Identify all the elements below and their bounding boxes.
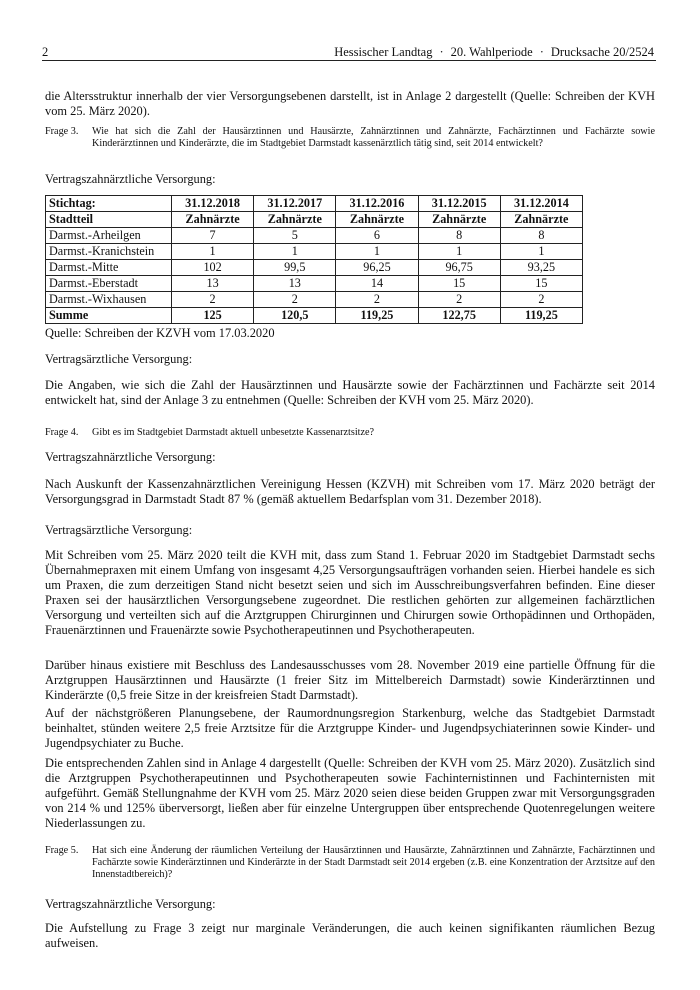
stichtag-header: Stichtag: — [46, 196, 172, 212]
table-cell: 102 — [172, 260, 254, 276]
q4-medical-paragraph-4: Die entsprechenden Zahlen sind in Anlage 4 dargestellt (Quelle: Schreiben der KVH vom 25. März 2020). Zusätzlich sind die Arztgruppen Psychotherapeutinnen und Psychotherapeuten sowie Fachinternistinnen und Fachinternisten mit aufgeführt. Gemäß Stellungnahme der KVH vom 25. März 2020 seien diese beiden Gruppen zwar mit Versorgungsgraden von 214 % und 125% überversorgt, ließen aber für einzelne Untergruppen über entsprechende Quotenregelungen weitere Niederlassungen zu. — [45, 756, 655, 830]
q4-medical-paragraph-2: Darüber hinaus existiere mit Beschluss des Landesausschusses vom 28. November 2019 eine partielle Öffnung für die Arztgruppen Hausärztinnen und Hausärzte (1 freier Sitz im Mittelbereich Darmstadt) sowie Kinderärztinnen und Kinderärzte (0,5 freie Sitze in der kreisfreien Stadt Darmstadt). — [45, 658, 655, 702]
table-row — [46, 228, 583, 244]
question-3 — [45, 126, 655, 150]
running-head — [334, 44, 654, 60]
unit-header: Zahnärzte — [418, 212, 500, 228]
table-cell: 1 — [500, 244, 582, 260]
header-separator: · — [439, 45, 444, 59]
table-cell: 8 — [500, 228, 582, 244]
header-rule — [42, 60, 656, 61]
table-cell: 93,25 — [500, 260, 582, 276]
district-name: Darmst.-Kranichstein — [46, 244, 172, 260]
q5-dental-care-label: Vertragszahnärztliche Versorgung: — [45, 897, 216, 911]
table-row — [46, 276, 583, 292]
q4-medical-label-block — [45, 523, 655, 538]
medical-paragraph-block — [45, 378, 655, 408]
dentist-table — [45, 195, 583, 324]
question-4-text: Gibt es im Stadtgebiet Darmstadt aktuell unbesetzte Kassenarztsitze? — [92, 427, 375, 438]
table-cell: 1 — [172, 244, 254, 260]
legislative-period: 20. Wahlperiode — [450, 45, 533, 59]
table-cell: 1 — [336, 244, 418, 260]
q4-medical-paragraph-3: Auf der nächstgrößeren Planungsebene, der Raumordnungsregion Starkenburg, welche das Stadtgebiet Darmstadt beinhaltet, stünden weitere 2,5 freie Arztsitze für die Arztgruppe Kinder- und Jugendpsychiaterinnen sowie Kinder- und Jugendpsychiater zu Buche. — [45, 706, 655, 750]
q4-dental-label-block — [45, 450, 655, 465]
table-cell: 13 — [254, 276, 336, 292]
intro-paragraph: die Altersstruktur innerhalb der vier Versorgungsebenen darstellt, ist in Anlage 2 dargestellt (Quelle: Schreiben der KVH vom 25. März 2020). — [45, 89, 655, 118]
intro-paragraph-block — [45, 89, 655, 119]
table-header-dates — [46, 196, 583, 212]
table-cell: 15 — [418, 276, 500, 292]
sum-cell: 122,75 — [418, 308, 500, 324]
date-header: 31.12.2016 — [336, 196, 418, 212]
sum-cell: 125 — [172, 308, 254, 324]
sum-cell: 119,25 — [336, 308, 418, 324]
question-5 — [45, 845, 655, 881]
sum-label: Summe — [46, 308, 172, 324]
dental-care-label: Vertragszahnärztliche Versorgung: — [45, 172, 216, 186]
dental-label-block — [45, 172, 655, 187]
table-cell: 2 — [172, 292, 254, 308]
parliament-name: Hessischer Landtag — [334, 45, 433, 59]
district-name: Darmst.-Mitte — [46, 260, 172, 276]
table-cell: 6 — [336, 228, 418, 244]
page-number: 2 — [42, 45, 49, 59]
table-row — [46, 260, 583, 276]
sum-cell: 120,5 — [254, 308, 336, 324]
district-name: Darmst.-Eberstadt — [46, 276, 172, 292]
table-source: Quelle: Schreiben der KZVH vom 17.03.2020 — [45, 326, 275, 340]
table-cell: 96,25 — [336, 260, 418, 276]
table-cell: 99,5 — [254, 260, 336, 276]
question-3-text: Wie hat sich die Zahl der Hausärztinnen und Hausärzte, Zahnärztinnen und Zahnärzte, Fachärztinnen und Fachärzte sowie Kinderärztinnen und Kinderärzte, die im Stadtgebiet Darmstadt kassenärztlich tätig sind, seit 2014 entwickelt? — [92, 126, 655, 149]
district-name: Darmst.-Wixhausen — [46, 292, 172, 308]
medical-label-block — [45, 352, 655, 367]
question-4-label: Frage 4. — [45, 427, 79, 438]
q4-dental-paragraph-block — [45, 477, 655, 507]
question-5-label: Frage 5. — [45, 845, 79, 856]
q4-medical-care-label: Vertragsärztliche Versorgung: — [45, 523, 193, 537]
q4-medical-paragraph-3-block — [45, 706, 655, 751]
question-3-label: Frage 3. — [45, 126, 79, 137]
running-header — [42, 44, 656, 60]
q4-medical-paragraph-2-block — [45, 658, 655, 703]
unit-header: Zahnärzte — [254, 212, 336, 228]
question-4 — [45, 427, 655, 439]
q4-dental-paragraph: Nach Auskunft der Kassenzahnärztlichen Vereinigung Hessen (KZVH) mit Schreiben vom 17. März 2020 beträgt der Versorgungsgrad in Darmstadt Stadt 87 % (gemäß aktuellem Bedarfsplan vom 31. Dezember 2018). — [45, 477, 655, 506]
document-number: Drucksache 20/2524 — [550, 45, 654, 59]
unit-header: Zahnärzte — [172, 212, 254, 228]
table-header-units — [46, 212, 583, 228]
table-cell: 2 — [336, 292, 418, 308]
table-cell: 7 — [172, 228, 254, 244]
table-cell: 2 — [418, 292, 500, 308]
q5-dental-paragraph: Die Aufstellung zu Frage 3 zeigt nur marginale Veränderungen, die auch keinen signifikanten räumlichen Bezug aufweisen. — [45, 921, 655, 950]
table-sum-row — [46, 308, 583, 324]
header-separator: · — [539, 45, 544, 59]
stadtteil-header: Stadtteil — [46, 212, 172, 228]
medical-paragraph: Die Angaben, wie sich die Zahl der Hausärztinnen und Hausärzte sowie der Fachärztinnen und Fachärzte seit 2014 entwickelt hat, sind der Anlage 3 zu entnehmen (Quelle: Schreiben der KVH vom 25. März 2020). — [45, 378, 655, 407]
q5-dental-label-block — [45, 897, 655, 912]
date-header: 31.12.2018 — [172, 196, 254, 212]
table-cell: 2 — [254, 292, 336, 308]
medical-care-label: Vertragsärztliche Versorgung: — [45, 352, 193, 366]
table-cell: 14 — [336, 276, 418, 292]
table-cell: 5 — [254, 228, 336, 244]
sum-cell: 119,25 — [500, 308, 582, 324]
q5-dental-paragraph-block — [45, 921, 655, 951]
table-cell: 15 — [500, 276, 582, 292]
table-cell: 1 — [418, 244, 500, 260]
table-cell: 13 — [172, 276, 254, 292]
table-cell: 96,75 — [418, 260, 500, 276]
table-cell: 8 — [418, 228, 500, 244]
question-5-text: Hat sich eine Änderung der räumlichen Verteilung der Hausärztinnen und Hausärzte, Zahnärztinnen und Zahnärzte, Fachärztinnen und Fachärzte sowie Kinderärztinnen und Kinderärzte in der Stadt Darmstadt seit 2014 ergeben (z.B. eine Konzentration der Arztsitze auf den Innenstadtbereich)? — [92, 845, 655, 880]
table-row — [46, 292, 583, 308]
table-cell: 2 — [500, 292, 582, 308]
q4-medical-paragraph-1-block — [45, 548, 655, 638]
table-source-block — [45, 326, 655, 341]
unit-header: Zahnärzte — [336, 212, 418, 228]
date-header: 31.12.2015 — [418, 196, 500, 212]
table-cell: 1 — [254, 244, 336, 260]
date-header: 31.12.2014 — [500, 196, 582, 212]
table-row — [46, 244, 583, 260]
q4-medical-paragraph-4-block — [45, 756, 655, 831]
q4-dental-care-label: Vertragszahnärztliche Versorgung: — [45, 450, 216, 464]
q4-medical-paragraph-1: Mit Schreiben vom 25. März 2020 teilt die KVH mit, dass zum Stand 1. Februar 2020 im Stadtgebiet Darmstadt sechs Übernahmepraxen mit einem Umfang von insgesamt 4,25 Versorgungsaufträgen vorhanden seien. Hierbei handele es sich um Praxen, die zum derzeitigen Stand nicht besetzt seien und sich im Ausschreibungsverfahren befinden. Eine dieser Praxen sei der hausärztlichen Versorgungsebene zugeordnet. Die restlichen gehörten zur allgemeinen fachärztlichen Versorgung und verteilten sich auf die Arztgruppen Chirurginnen und Chirurgen sowie Orthopädinnen und Orthopäden, Frauenärztinnen und Frauenärzte sowie Psychotherapeutinnen und Psychotherapeuten. — [45, 548, 655, 637]
date-header: 31.12.2017 — [254, 196, 336, 212]
district-name: Darmst.-Arheilgen — [46, 228, 172, 244]
unit-header: Zahnärzte — [500, 212, 582, 228]
